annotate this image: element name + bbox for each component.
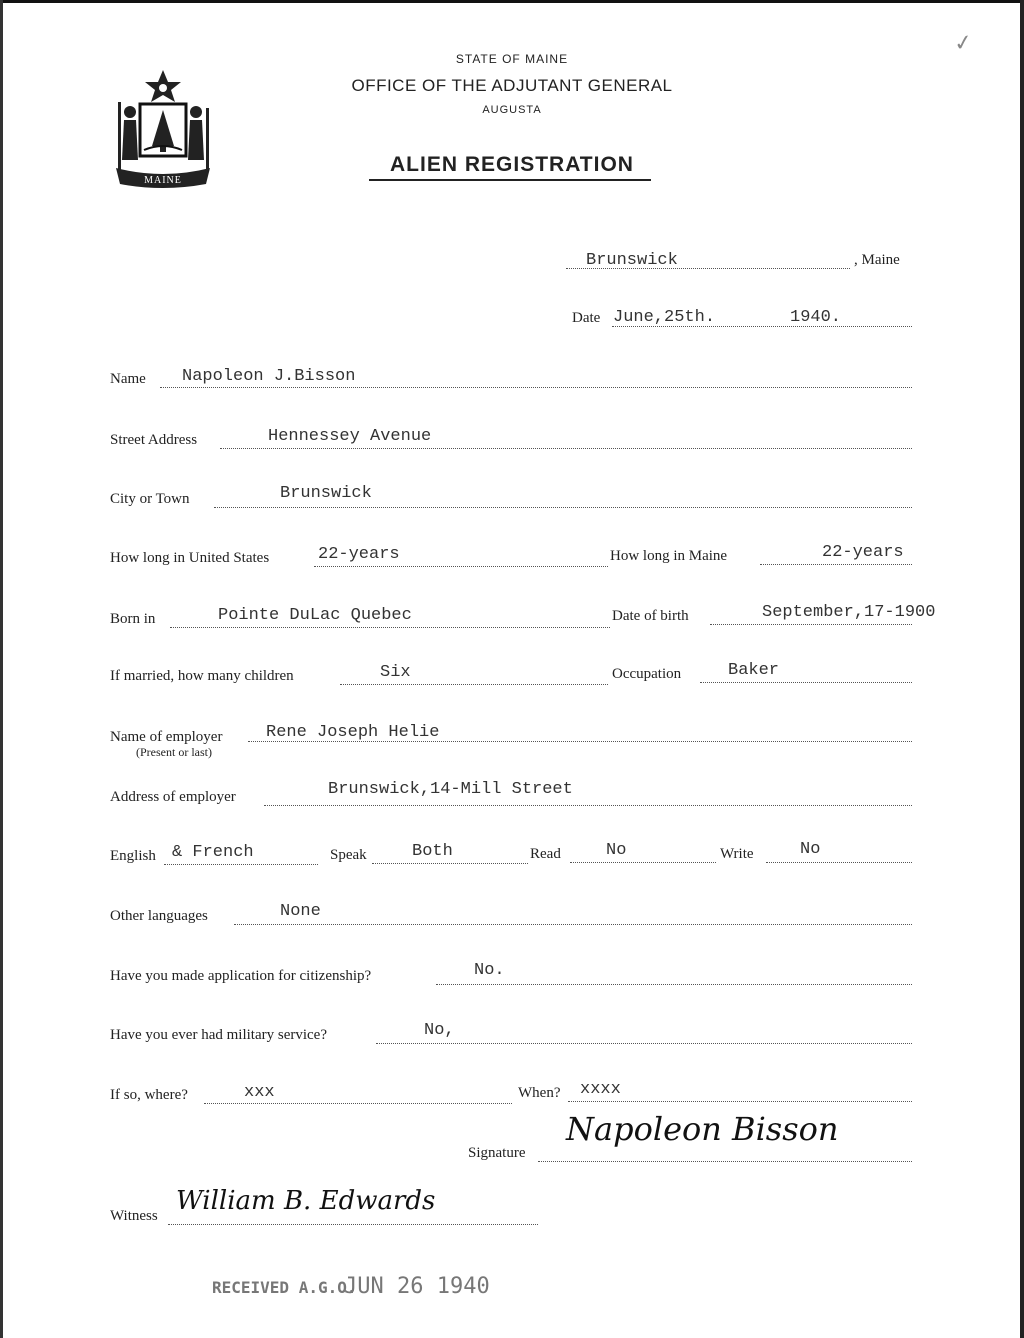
- occupation-value: Baker: [728, 661, 780, 680]
- write-label: Write: [720, 846, 754, 862]
- us-years-value: 22-years: [318, 545, 400, 564]
- where-value: xxx: [244, 1083, 275, 1102]
- dob-line: [710, 624, 912, 625]
- received-stamp-prefix: RECEIVED A.G.O.: [212, 1278, 357, 1297]
- name-value: Napoleon J.Bisson: [182, 367, 356, 386]
- speak-value: Both: [412, 842, 453, 861]
- date-value: June,25th.: [613, 308, 716, 327]
- citizenship-line: [436, 984, 912, 985]
- employer-address-line: [264, 805, 912, 806]
- speak-label: Speak: [330, 847, 367, 863]
- speak-line: [372, 863, 528, 864]
- street-label: Street Address: [110, 432, 198, 448]
- born-in-label: Born in: [110, 611, 156, 627]
- military-value: No,: [424, 1021, 455, 1040]
- military-line: [376, 1043, 912, 1044]
- city-line: [214, 507, 912, 508]
- employer-value: Rene Joseph Helie: [266, 723, 440, 742]
- svg-text:MAINE: MAINE: [144, 175, 182, 186]
- read-label: Read: [530, 846, 561, 862]
- witness-value: William B. Edwards: [176, 1186, 436, 1216]
- dob-label: Date of birth: [612, 608, 689, 624]
- place-suffix: , Maine: [854, 252, 900, 268]
- date-label: Date: [572, 310, 601, 326]
- form-title: ALIEN REGISTRATION: [390, 153, 634, 176]
- dob-value: September,17-1900: [762, 603, 936, 622]
- city-heading: AUGUSTA: [482, 104, 542, 116]
- scan-border-left: [0, 0, 3, 1338]
- name-line: [160, 387, 912, 388]
- read-line: [570, 862, 716, 863]
- name-label: Name: [110, 371, 146, 387]
- write-line: [766, 862, 912, 863]
- title-underline: [369, 179, 651, 181]
- english-value: & French: [172, 843, 254, 862]
- city-label: City or Town: [110, 491, 190, 507]
- scan-border-top: [0, 0, 1024, 3]
- city-value: Brunswick: [280, 484, 372, 503]
- signature-value: Napoleon Bisson: [566, 1110, 839, 1148]
- occupation-line: [700, 682, 912, 683]
- signature-line: [538, 1161, 912, 1162]
- maine-years-label: How long in Maine: [610, 548, 728, 564]
- employer-sublabel: (Present or last): [136, 745, 212, 759]
- office-heading: OFFICE OF THE ADJUTANT GENERAL: [351, 76, 673, 95]
- citizenship-label: Have you made application for citizenship?: [110, 968, 372, 984]
- when-line: [568, 1101, 912, 1102]
- other-languages-label: Other languages: [110, 908, 208, 924]
- children-line: [340, 684, 608, 685]
- write-value: No: [800, 840, 821, 859]
- employer-address-value: Brunswick,14-Mill Street: [328, 780, 573, 799]
- english-line: [164, 864, 318, 865]
- scan-border-right: [1020, 0, 1024, 1338]
- employer-label: Name of employer: [110, 729, 223, 745]
- received-stamp-date: JUN 26 1940: [344, 1274, 490, 1299]
- other-languages-value: None: [280, 902, 321, 921]
- maine-years-line: [760, 564, 912, 565]
- citizenship-value: No.: [474, 961, 505, 980]
- english-label: English: [110, 848, 156, 864]
- date-year: 1940.: [790, 308, 842, 327]
- read-value: No: [606, 841, 627, 860]
- witness-line: [168, 1224, 538, 1225]
- state-heading: STATE OF MAINE: [455, 52, 569, 66]
- where-label: If so, where?: [110, 1087, 188, 1103]
- maine-years-value: 22-years: [822, 543, 904, 562]
- state-seal-icon: [112, 68, 214, 190]
- other-languages-line: [234, 924, 912, 925]
- check-mark-icon: ✓: [952, 28, 975, 57]
- signature-label: Signature: [468, 1145, 526, 1161]
- us-years-label: How long in United States: [110, 550, 270, 566]
- when-label: When?: [518, 1085, 561, 1101]
- us-years-line: [314, 566, 608, 567]
- street-value: Hennessey Avenue: [268, 427, 432, 446]
- place-value: Brunswick: [586, 251, 678, 270]
- military-label: Have you ever had military service?: [110, 1027, 327, 1043]
- children-label: If married, how many children: [110, 668, 294, 684]
- witness-label: Witness: [110, 1208, 158, 1224]
- employer-address-label: Address of employer: [110, 789, 236, 805]
- born-in-value: Pointe DuLac Quebec: [218, 606, 412, 625]
- when-value: xxxx: [580, 1080, 621, 1099]
- street-line: [220, 448, 912, 449]
- where-line: [204, 1103, 512, 1104]
- born-in-line: [170, 627, 610, 628]
- occupation-label: Occupation: [612, 666, 682, 682]
- children-value: Six: [380, 663, 411, 682]
